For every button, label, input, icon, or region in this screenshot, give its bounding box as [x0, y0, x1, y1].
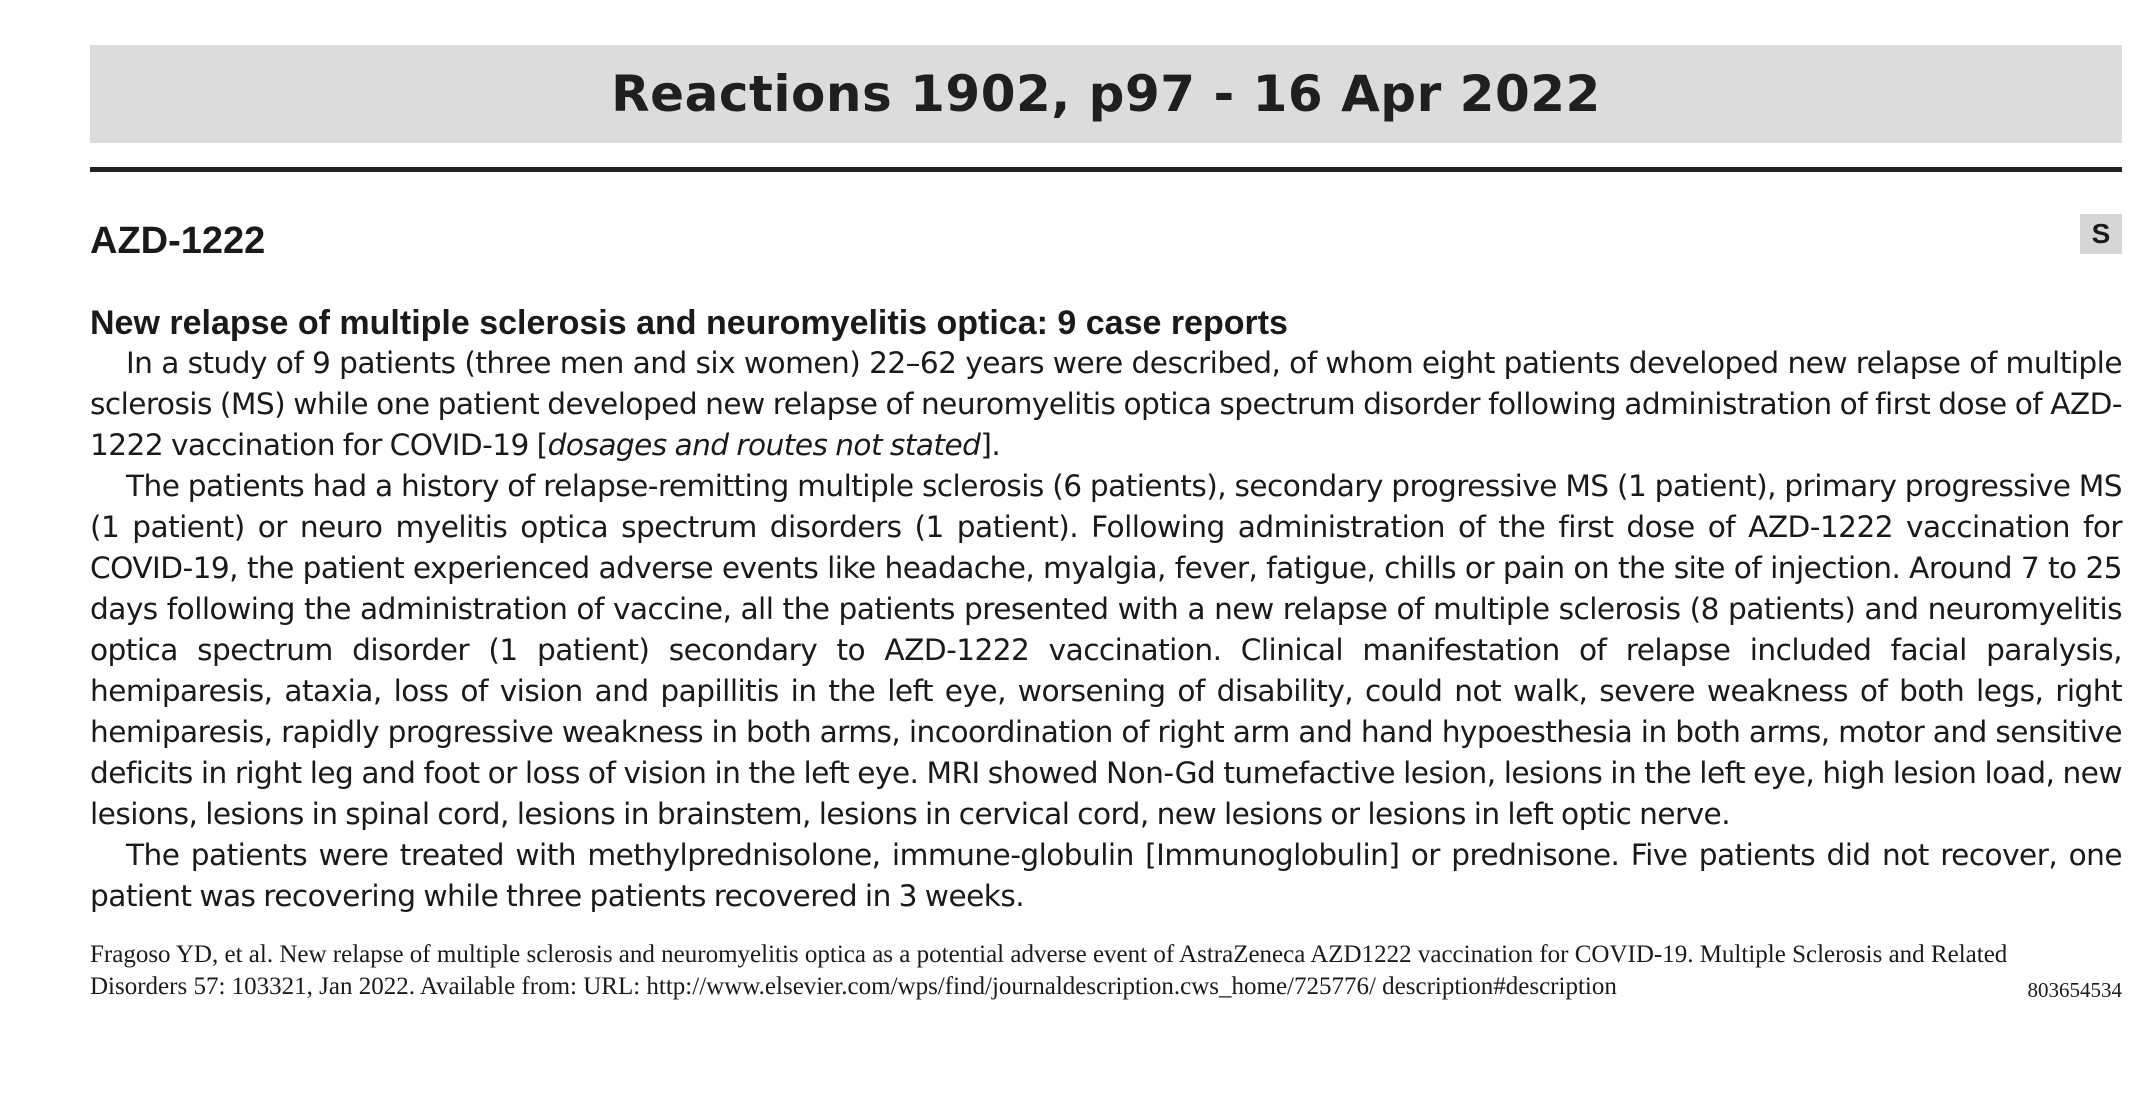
header-divider [90, 167, 2122, 172]
paragraph-1-italic: dosages and routes not stated [547, 428, 981, 462]
document-page [90, 45, 2122, 1003]
paragraph-3: The patients were treated with methylprednisolone, immune-globulin [Immunoglobulin] or prednisone. Five patients did not recover, one patient was recovering while three patients recovered in 3 weeks. [90, 838, 2122, 913]
reference-block [90, 939, 2122, 1003]
paragraph-1-end: ]. [980, 428, 1001, 462]
section-badge: S [2080, 214, 2122, 254]
paragraph-2: The patients had a history of relapse-remitting multiple sclerosis (6 patients), secondary progressive MS (1 patient), primary progressive MS (1 patient) or neuro myelitis optica spectrum disorders (1 patient). Following administration of the first dose of AZD-1222 vaccination for COVID-19, the patient experienced adverse events like headache, myalgia, fever, fatigue, chills or pain on the site of injection. Around 7 to 25 days following the administration of vaccine, all the patients presented with a new relapse of multiple sclerosis (8 patients) and neuromyelitis optica spectrum disorder (1 patient) secondary to AZD-1222 vaccination. Clinical manifestation of relapse included facial paralysis, hemiparesis, ataxia, loss of vision and papillitis in the left eye, worsening of disability, could not walk, severe weakness of both legs, right hemiparesis, rapidly progressive weakness in both arms, incoordination of right arm and hand hypoesthesia in both arms, motor and sensitive deficits in right leg and foot or loss of vision in the left eye. MRI showed Non-Gd tumefactive lesion, lesions in the left eye, high lesion load, new lesions, lesions in spinal cord, lesions in brainstem, lesions in cervical cord, new lesions or lesions in left optic nerve. [90, 469, 2122, 831]
header-band [90, 45, 2122, 143]
reference-id: 803654534 [2027, 978, 2122, 1002]
case-title: New relapse of multiple sclerosis and neuromyelitis optica: 9 case reports [90, 304, 1288, 342]
page-title: Reactions 1902, p97 - 16 Apr 2022 [611, 65, 1601, 123]
drug-row [90, 220, 2122, 270]
reference-citation: Fragoso YD, et al. New relapse of multiple sclerosis and neuromyelitis optica as a potential adverse event of AstraZeneca AZD1222 vaccination for COVID-19. Multiple Sclerosis and Related Disorders 57: 103321, Jan 2022. Available from: URL: http://www.elsevier.com/wps/find/journaldescription.cws_home/725776/ description#description [90, 941, 2008, 1000]
paragraph-1-text: In a study of 9 patients (three men and six women) 22–62 years were described, of whom eight patients developed new relapse of multiple sclerosis (MS) while one patient developed new relapse of neuromyelitis optica spectrum disorder following administration of first dose of AZD-1222 vaccination for COVID-19 [ [90, 346, 2122, 462]
case-body [90, 343, 2122, 917]
paragraph-1 [90, 343, 2122, 466]
drug-name: AZD-1222 [90, 220, 266, 262]
